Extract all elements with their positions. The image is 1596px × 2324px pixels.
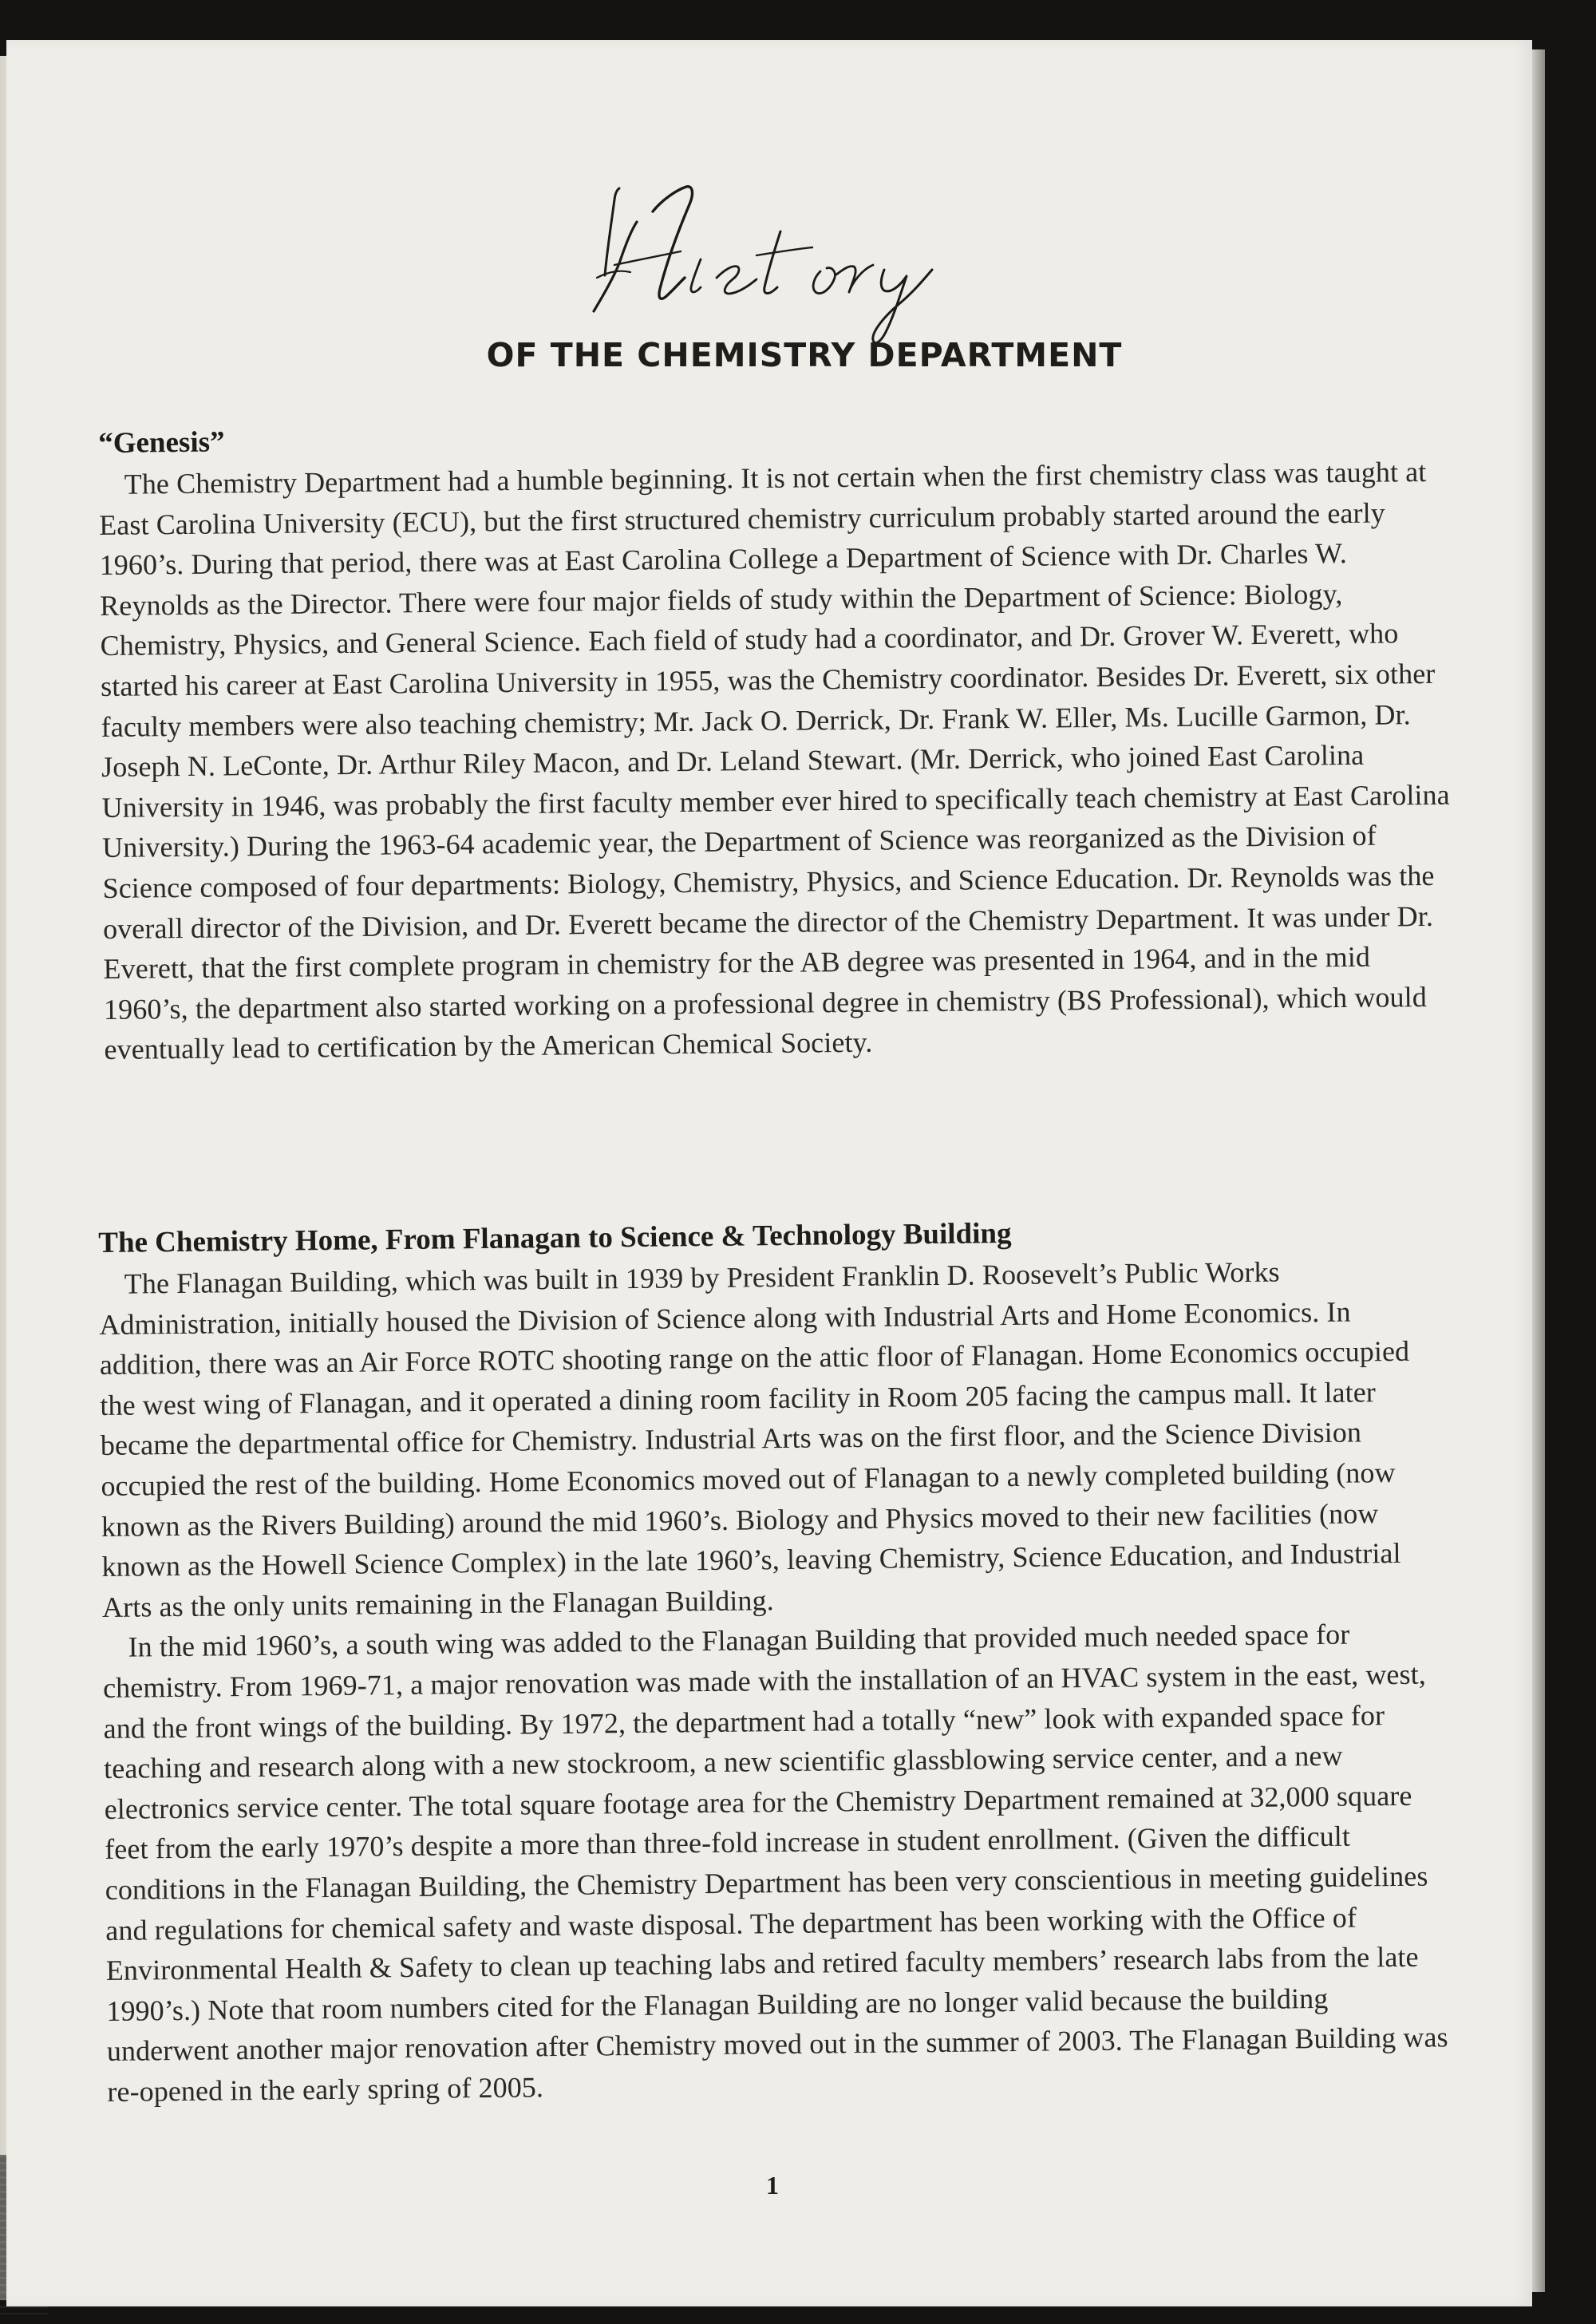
section-chemistry-home: [98, 1208, 1456, 2112]
section-genesis: [98, 410, 1453, 1070]
page-number: 1: [766, 2171, 779, 2200]
script-title-history: [405, 176, 1203, 359]
paragraph: In the mid 1960’s, a south wing was added to the Flanagan Building that provided much needed space for chemistry. From 1969-71, a major renovation was made with the installation of an HVAC system in the east, west, and the front wings of the building. By 1972, the department had a totally “new” look with expanded space for teaching and research along with a new stockroom, a new scientific glassblowing service center, and a new electronics service center. The total square footage area for the Chemistry Department remained at 32,000 square feet from the early 1970’s despite a more than three-fold increase in student enrollment. (Given the difficult conditions in the Flanagan Building, the Chemistry Department has been very conscientious in meeting guidelines and regulations for chemical safety and waste disposal. The department has been working with the Office of Environmental Health & Safety to clean up teaching labs and retired faculty members’ research labs from the late 1990’s.) Note that room numbers cited for the Flanagan Building are no longer valid because the building underwent another major renovation after Chemistry moved out in the summer of 2003. The Flanagan Building was re-opened in the early spring of 2005.: [102, 1618, 1448, 2108]
section-heading-genesis: “Genesis”: [98, 425, 225, 460]
page-subtitle: OF THE CHEMISTRY DEPARTMENT: [486, 336, 1123, 374]
paragraph: The Flanagan Building, which was built in 1939 by President Franklin D. Roosevelt’s Public Works Administration, initially housed the Division of Science along with Industrial Arts and Home Economics. In addition, there was an Air Force ROTC shooting range on the attic floor of Flanagan. Home Economics occupied the west wing of Flanagan, and it operated a dining room facility in Room 205 facing the campus mall. It later became the departmental office for Chemistry. Industrial Arts was on the first floor, and the Science Division occupied the rest of the building. Home Economics moved out of Flanagan to a newly completed building (now known as the Rivers Building) around the mid 1960’s. Biology and Physics moved to their new facilities (now known as the Howell Science Complex) in the late 1960’s, leaving Chemistry, Science Education, and Industrial Arts as the only units remaining in the Flanagan Building.: [99, 1255, 1410, 1623]
page-stack-edge: [1532, 49, 1545, 2292]
paragraph: The Chemistry Department had a humble beginning. It is not certain when the first chemistry class was taught at East Carolina University (ECU), but the first structured chemistry curriculum probably started around the early 1960’s. During that period, there was at East Carolina College a Department of Science with Dr. Charles W. Reynolds as the Director. There were four major fields of study within the Department of Science: Biology, Chemistry, Physics, and General Science. Each field of study had a coordinator, and Dr. Grover W. Everett, who started his career at East Carolina University in 1955, was the Chemistry coordinator. Besides Dr. Everett, six other faculty members were also teaching chemistry; Mr. Jack O. Derrick, Dr. Frank W. Eller, Ms. Lucille Garmon, Dr. Joseph N. LeConte, Dr. Arthur Riley Macon, and Dr. Leland Stewart. (Mr. Derrick, who joined East Carolina University in 1946, was probably the first faculty member ever hired to specifically teach chemistry at East Carolina University.) During the 1963-64 academic year, the Department of Science was reorganized as the Division of Science composed of four departments: Biology, Chemistry, Physics, and Science Education. Dr. Reynolds was the overall director of the Division, and Dr. Everett became the director of the Chemistry Department. It was under Dr. Everett, that the first complete program in chemistry for the AB degree was presented in 1964, and in the mid 1960’s, the department also started working on a professional degree in chemistry (BS Professional), which would eventually lead to certification by the American Chemical Society.: [99, 456, 1450, 1066]
title-block: [405, 176, 1203, 383]
section-heading-chemistry-home: The Chemistry Home, From Flanagan to Science & Technology Building: [98, 1217, 1012, 1259]
document-page: [6, 40, 1532, 2306]
